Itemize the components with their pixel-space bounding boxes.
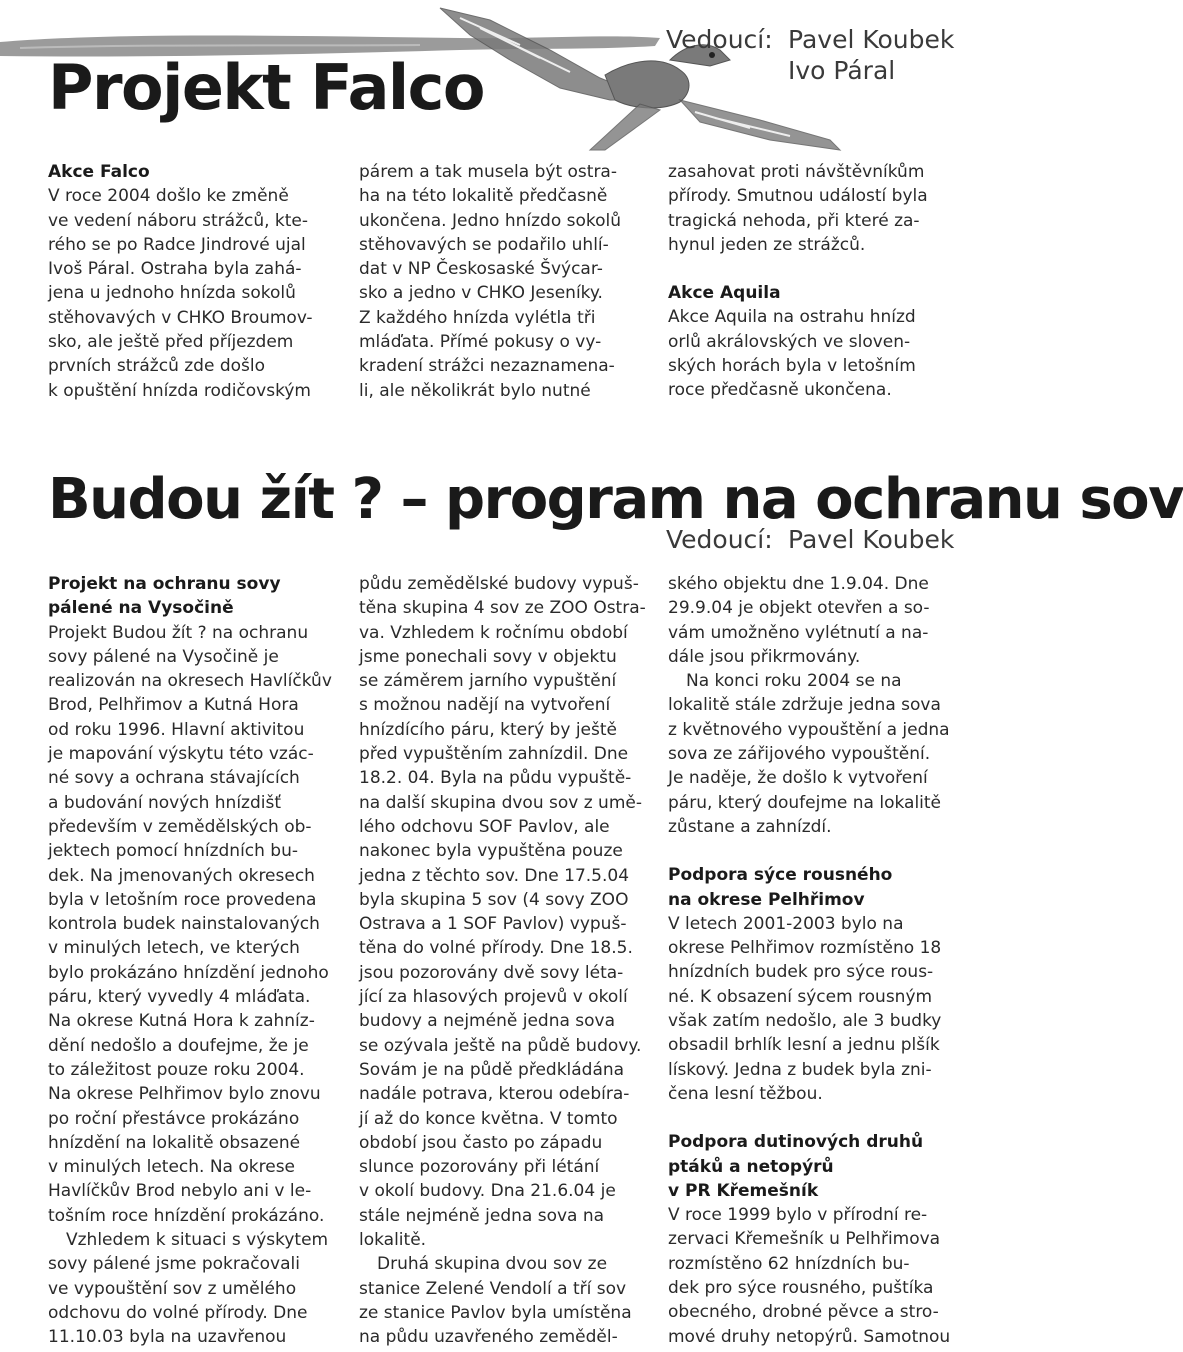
- text-line: V letech 2001-2003 bylo na: [668, 913, 904, 934]
- text-line: to záležitost pouze roku 2004.: [48, 1059, 305, 1080]
- text-line: zervaci Křemešník u Pelhřimova: [668, 1229, 941, 1250]
- text-line: zůstane a zahnízdí.: [668, 816, 832, 837]
- text-line: lého odchovu SOF Pavlov, ale: [359, 816, 610, 837]
- text-line: těna do volné přírody. Dne 18.5.: [359, 938, 633, 959]
- text-line: páru, který doufejme na lokalitě: [668, 792, 942, 813]
- text-line: V roce 1999 bylo v přírodní re-: [668, 1205, 928, 1226]
- text-line: lokalitě.: [359, 1230, 427, 1251]
- text-line: těna skupina 4 sov ze ZOO Ostra-: [359, 598, 646, 619]
- text-line: Je naděje, že došlo k vytvoření: [668, 768, 928, 789]
- text-line: v okolí budovy. Dna 21.6.04 je: [359, 1181, 616, 1202]
- text-line: hynul jeden ze strážců.: [668, 234, 866, 255]
- text-line: Vzhledem k situaci s výskytem: [66, 1230, 329, 1251]
- text-line: Druhá skupina dvou sov ze: [377, 1254, 608, 1275]
- text-line: Na okrese Kutná Hora k zahníz-: [48, 1011, 315, 1032]
- subheading-syc-1: Podpora sýce rousného: [668, 865, 893, 886]
- text-line: sova ze zářijového vypouštění.: [668, 744, 931, 765]
- text-line: ukončena. Jedno hnízdo sokolů: [359, 210, 622, 231]
- text-line: byla skupina 5 sov (4 sovy ZOO: [359, 889, 629, 910]
- text-line: před vypuštěním zahnízdil. Dne: [359, 744, 629, 765]
- text-line: okrese Pelhřimov rozmístěno 18: [668, 938, 942, 959]
- text-line: roce předčasně ukončena.: [668, 380, 892, 401]
- text-line: ve vypouštění sov z umělého: [48, 1278, 297, 1299]
- text-line: tragická nehoda, při které za-: [668, 210, 920, 231]
- text-line: sovy pálené na Vysočině je: [48, 646, 279, 667]
- text-line: mové druhy netopýrů. Samotnou: [668, 1326, 951, 1347]
- leader-name: Pavel Koubek: [788, 525, 955, 554]
- text-line: stále nejméně jedna sova na: [359, 1205, 605, 1226]
- text-line: na další skupina dvou sov z umě-: [359, 792, 642, 813]
- text-line: Brod, Pelhřimov a Kutná Hora: [48, 695, 299, 716]
- leader-label: Vedoucí:: [666, 25, 773, 54]
- text-line: jí až do konce května. V tomto: [359, 1108, 618, 1129]
- section2-leader-block: [666, 524, 954, 555]
- text-line: Na konci roku 2004 se na: [686, 671, 902, 692]
- text-line: vám umožněno vylétnutí a na-: [668, 622, 929, 643]
- owl-column-1: [48, 572, 348, 1350]
- text-line: rého se po Radce Jindrové ujal: [48, 234, 306, 255]
- text-line: 18.2. 04. Byla na půdu vypuště-: [359, 768, 632, 789]
- text-line: bylo prokázáno hnízdění jednoho: [48, 962, 329, 983]
- text-line: v minulých letech. Na okrese: [48, 1157, 296, 1178]
- section-title-budou-zit: Budou žít ? – program na ochranu sov: [48, 467, 1183, 532]
- text-line: kontrola budek nainstalovaných: [48, 914, 320, 935]
- text-line: ze stanice Pavlov byla umístěna: [359, 1302, 632, 1323]
- text-line: byla v letošním roce provedena: [48, 889, 317, 910]
- text-line: realizován na okresech Havlíčkův: [48, 671, 332, 692]
- text-line: obsadil brhlík lesní a jednu plšík: [668, 1035, 940, 1056]
- text-line: kradení strážci nezaznamena-: [359, 356, 615, 377]
- text-line: jena u jednoho hnízda sokolů: [48, 283, 296, 304]
- text-line: né sovy a ochrana stávajících: [48, 768, 300, 789]
- text-line: hnízdních budek pro sýce rous-: [668, 962, 934, 983]
- text-line: 11.10.03 byla na uzavřenou: [48, 1327, 287, 1348]
- owl-column-2: [359, 572, 659, 1350]
- text-line: slunce pozorovány při létání: [359, 1157, 600, 1178]
- text-line: Akce Aquila na ostrahu hnízd: [668, 307, 916, 328]
- falco-column-2: [359, 160, 654, 403]
- falco-column-3: [668, 160, 960, 403]
- owl-column-3: [668, 572, 960, 1349]
- text-line: V roce 2004 došlo ke změně: [48, 186, 289, 207]
- text-line: Ivoš Páral. Ostraha byla zahá-: [48, 259, 302, 280]
- text-line: se záměrem jarního vypuštění: [359, 671, 617, 692]
- text-line: hnízdícího páru, který by ještě: [359, 719, 617, 740]
- text-line: jedna z těchto sov. Dne 17.5.04: [359, 865, 630, 886]
- subheading-dutinove-3: v PR Křemešník: [668, 1180, 819, 1201]
- text-line: hnízdění na lokalitě obsazené: [48, 1132, 301, 1153]
- text-line: ského objektu dne 1.9.04. Dne: [668, 574, 929, 594]
- text-line: dek pro sýce rousného, puštíka: [668, 1278, 934, 1299]
- leader-label: Vedoucí:: [666, 525, 773, 554]
- falco-column-1: [48, 160, 343, 403]
- text-line: a budování nových hnízdišť: [48, 792, 282, 813]
- text-line: sko, ale ještě před příjezdem: [48, 332, 294, 353]
- text-line: ve vedení náboru strážců, kte-: [48, 210, 309, 231]
- subheading-syc-2: na okrese Pelhřimov: [668, 889, 865, 910]
- text-line: dále jsou přikrmovány.: [668, 646, 861, 667]
- section1-leader-block: [666, 24, 954, 86]
- section-title-projekt-falco: Projekt Falco: [48, 51, 485, 124]
- text-line: lískový. Jedna z budek byla zni-: [668, 1059, 932, 1080]
- text-line: budovy a nejméně jedna sova: [359, 1011, 616, 1032]
- subheading-dutinove-1: Podpora dutinových druhů: [668, 1132, 924, 1153]
- text-line: jící za hlasových projevů v okolí: [359, 987, 628, 1008]
- text-line: jektech pomocí hnízdních bu-: [48, 841, 299, 862]
- text-line: rozmístěno 62 hnízdních bu-: [668, 1253, 910, 1274]
- subheading-projekt-sovy-2: pálené na Vysočině: [48, 598, 234, 619]
- text-line: Sovám je na půdě předkládána: [359, 1059, 625, 1080]
- text-line: se ozývala ještě na půdě budovy.: [359, 1035, 642, 1056]
- text-line: Na okrese Pelhřimov bylo znovu: [48, 1084, 321, 1105]
- text-line: Projekt Budou žít ? na ochranu: [48, 622, 309, 643]
- text-line: Z každého hnízda vylétla tři: [359, 307, 596, 328]
- text-line: ských horách byla v letošním: [668, 356, 916, 377]
- text-line: jsou pozorovány dvě sovy létа-: [359, 962, 624, 983]
- text-line: dění nedošlo a doufejme, že je: [48, 1035, 309, 1056]
- text-line: páru, který vyvedly 4 mláďata.: [48, 987, 311, 1008]
- text-line: s možnou nadějí na vytvoření: [359, 695, 611, 716]
- text-line: čena lesní těžbou.: [668, 1083, 823, 1104]
- subheading-dutinove-2: ptáků a netopýrů: [668, 1156, 834, 1177]
- text-line: jsme ponechali sovy v objektu: [359, 646, 617, 667]
- subheading-akce-aquila: Akce Aquila: [668, 283, 781, 304]
- text-line: k opuštění hnízda rodičovským: [48, 380, 311, 401]
- text-line: tošním roce hnízdění prokázáno.: [48, 1205, 325, 1226]
- text-line: nadále potrava, kterou odebíra-: [359, 1084, 630, 1105]
- text-line: mláďata. Přímé pokusy o vy-: [359, 332, 602, 353]
- text-line: Ostrava a 1 SOF Pavlov) vypuš-: [359, 914, 627, 935]
- text-line: je mapování výskytu této vzác-: [48, 744, 314, 765]
- text-line: párem a tak musela být ostra-: [359, 162, 617, 182]
- text-line: z květnového vypouštění a jedna: [668, 719, 950, 740]
- text-line: sko a jedno v CHKO Jeseníky.: [359, 283, 603, 304]
- text-line: dek. Na jmenovaných okresech: [48, 865, 315, 886]
- text-line: dat v NP Českosaské Švýcar-: [359, 259, 603, 280]
- leader-name-2: Ivo Páral: [788, 56, 896, 85]
- text-line: především v zemědělských ob-: [48, 816, 312, 837]
- text-line: přírody. Smutnou událostí byla: [668, 186, 928, 207]
- text-line: v minulých letech, ve kterých: [48, 938, 300, 959]
- text-line: od roku 1996. Hlavní aktivitou: [48, 719, 305, 740]
- text-line: však zatím nedošlo, ale 3 budky: [668, 1011, 942, 1032]
- text-line: stěhovavých v CHKO Broumov-: [48, 307, 313, 328]
- text-line: prvních strážců zde došlo: [48, 356, 265, 377]
- text-line: 29.9.04 je objekt otevřen a so-: [668, 598, 930, 619]
- text-line: orlů akrálovských ve sloven-: [668, 331, 911, 352]
- text-line: lokalitě stále zdržuje jedna sova: [668, 695, 941, 716]
- text-line: va. Vzhledem k ročnímu období: [359, 622, 628, 643]
- text-line: li, ale několikrát bylo nutné: [359, 380, 591, 401]
- text-line: zasahovat proti návštěvníkům: [668, 162, 925, 182]
- text-line: sovy pálené jsme pokračovali: [48, 1254, 300, 1275]
- text-line: stěhovavých se podařilo uhlí-: [359, 234, 609, 255]
- text-line: Havlíčkův Brod nebylo ani v le-: [48, 1181, 312, 1202]
- subheading-akce-falco: Akce Falco: [48, 162, 150, 182]
- text-line: nakonec byla vypuštěna pouze: [359, 841, 623, 862]
- text-line: období jsou často po západu: [359, 1132, 603, 1153]
- subheading-projekt-sovy-1: Projekt na ochranu sovy: [48, 574, 281, 594]
- text-line: obecného, drobné pěvce a stro-: [668, 1302, 939, 1323]
- text-line: né. K obsazení sýcem rousným: [668, 986, 933, 1007]
- text-line: ha na této lokalitě předčasně: [359, 186, 608, 207]
- leader-name-1: Pavel Koubek: [788, 25, 955, 54]
- text-line: po roční přestávce prokázáno: [48, 1108, 300, 1129]
- text-line: půdu zemědělské budovy vypuš-: [359, 574, 639, 594]
- text-line: stanice Zelené Vendolí a tří sov: [359, 1278, 627, 1299]
- text-line: odchovu do volné přírody. Dne: [48, 1302, 308, 1323]
- text-line: na půdu uzavřeného zeměděl-: [359, 1327, 618, 1348]
